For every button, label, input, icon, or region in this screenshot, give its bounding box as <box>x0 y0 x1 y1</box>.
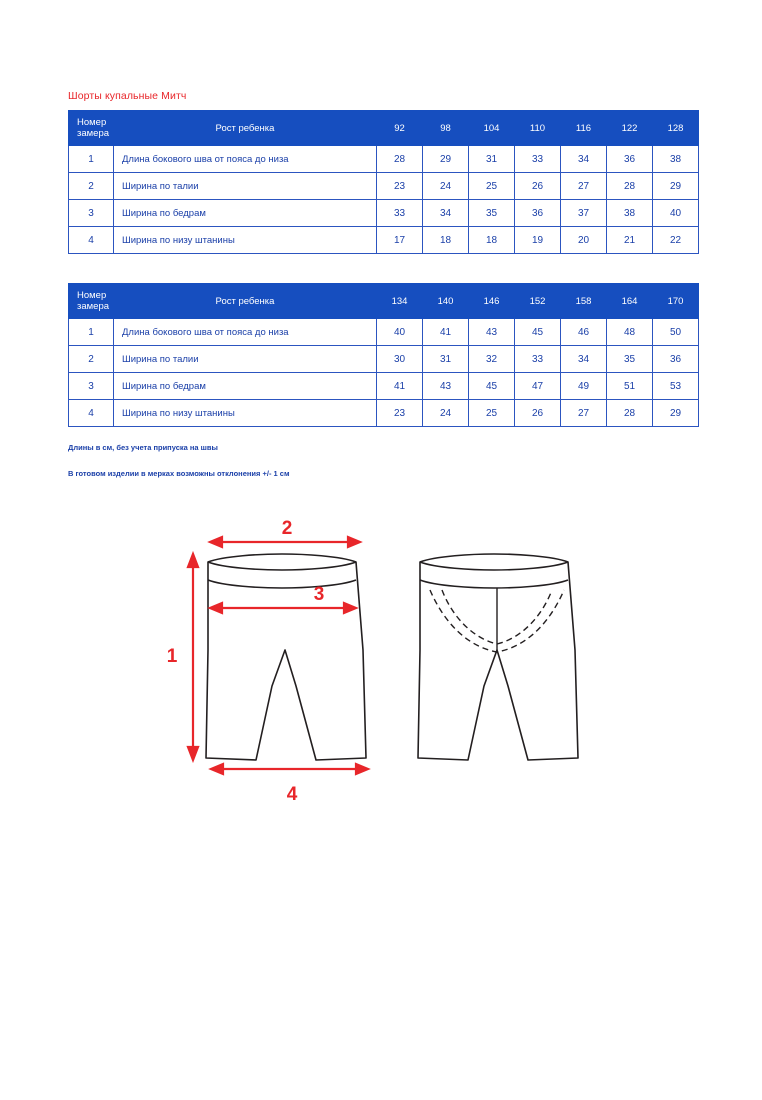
row-value: 17 <box>377 227 423 254</box>
row-value: 48 <box>607 319 653 346</box>
shorts-front-view <box>206 554 366 760</box>
row-value: 33 <box>377 200 423 227</box>
row-description: Ширина по бедрам <box>114 200 377 227</box>
row-value: 18 <box>423 227 469 254</box>
row-value: 47 <box>515 373 561 400</box>
table-row <box>69 173 699 200</box>
row-description: Ширина по талии <box>114 173 377 200</box>
row-value: 28 <box>607 173 653 200</box>
row-value: 43 <box>469 319 515 346</box>
row-value: 27 <box>561 173 607 200</box>
row-value: 26 <box>515 173 561 200</box>
row-value: 25 <box>469 173 515 200</box>
row-value: 36 <box>653 346 699 373</box>
table-row <box>69 200 699 227</box>
header-size: 92 <box>377 111 423 146</box>
header-size: 134 <box>377 284 423 319</box>
row-value: 24 <box>423 400 469 427</box>
header-description: Рост ребенка <box>114 111 377 146</box>
row-value: 49 <box>561 373 607 400</box>
row-value: 18 <box>469 227 515 254</box>
page-title: Шорты купальные Митч <box>68 90 187 102</box>
table-row <box>69 319 699 346</box>
row-value: 38 <box>607 200 653 227</box>
row-index: 2 <box>69 173 114 200</box>
row-index: 3 <box>69 373 114 400</box>
row-value: 29 <box>653 400 699 427</box>
header-size: 152 <box>515 284 561 319</box>
row-value: 32 <box>469 346 515 373</box>
row-value: 33 <box>515 146 561 173</box>
shorts-back-view <box>418 554 578 760</box>
table-row <box>69 227 699 254</box>
row-value: 23 <box>377 400 423 427</box>
row-value: 45 <box>469 373 515 400</box>
row-index: 1 <box>69 146 114 173</box>
header-size: 110 <box>515 111 561 146</box>
header-size: 158 <box>561 284 607 319</box>
measure-label-4: 4 <box>286 784 298 805</box>
row-value: 19 <box>515 227 561 254</box>
row-description: Длина бокового шва от пояса до низа <box>114 319 377 346</box>
header-size: 140 <box>423 284 469 319</box>
row-index: 4 <box>69 227 114 254</box>
table-row <box>69 346 699 373</box>
row-value: 27 <box>561 400 607 427</box>
row-value: 25 <box>469 400 515 427</box>
row-value: 22 <box>653 227 699 254</box>
row-description: Ширина по бедрам <box>114 373 377 400</box>
header-size: 170 <box>653 284 699 319</box>
header-measure-number-line1: Номер <box>77 290 107 301</box>
row-index: 3 <box>69 200 114 227</box>
row-value: 43 <box>423 373 469 400</box>
row-value: 34 <box>561 346 607 373</box>
row-value: 40 <box>377 319 423 346</box>
header-size: 146 <box>469 284 515 319</box>
row-value: 46 <box>561 319 607 346</box>
row-value: 36 <box>515 200 561 227</box>
row-value: 40 <box>653 200 699 227</box>
row-index: 2 <box>69 346 114 373</box>
table-row <box>69 373 699 400</box>
row-value: 28 <box>607 400 653 427</box>
table-row <box>69 146 699 173</box>
header-size: 164 <box>607 284 653 319</box>
measure-label-2: 2 <box>281 518 293 539</box>
row-value: 53 <box>653 373 699 400</box>
row-value: 34 <box>423 200 469 227</box>
header-measure-number <box>69 284 114 319</box>
header-measure-number <box>69 111 114 146</box>
note-tolerance: В готовом изделии в мерках возможны отклонения +/- 1 см <box>68 469 290 478</box>
row-value: 24 <box>423 173 469 200</box>
row-index: 4 <box>69 400 114 427</box>
header-size: 116 <box>561 111 607 146</box>
size-table-large <box>68 283 699 427</box>
row-value: 29 <box>653 173 699 200</box>
row-description: Ширина по низу штанины <box>114 227 377 254</box>
row-value: 34 <box>561 146 607 173</box>
row-index: 1 <box>69 319 114 346</box>
header-size: 98 <box>423 111 469 146</box>
header-size: 122 <box>607 111 653 146</box>
note-measurement-units: Длины в см, без учета припуска на швы <box>68 443 218 452</box>
row-value: 20 <box>561 227 607 254</box>
measurement-arrows <box>188 537 368 774</box>
row-description: Ширина по талии <box>114 346 377 373</box>
row-description: Длина бокового шва от пояса до низа <box>114 146 377 173</box>
row-value: 29 <box>423 146 469 173</box>
row-value: 41 <box>423 319 469 346</box>
header-measure-number-line2: замера <box>77 301 110 312</box>
header-description: Рост ребенка <box>114 284 377 319</box>
row-value: 35 <box>469 200 515 227</box>
row-description: Ширина по низу штанины <box>114 400 377 427</box>
row-value: 36 <box>607 146 653 173</box>
row-value: 21 <box>607 227 653 254</box>
row-value: 28 <box>377 146 423 173</box>
row-value: 41 <box>377 373 423 400</box>
header-measure-number-line1: Номер <box>77 117 107 128</box>
table-header-row <box>69 284 699 319</box>
row-value: 50 <box>653 319 699 346</box>
row-value: 35 <box>607 346 653 373</box>
table-row <box>69 400 699 427</box>
measurement-diagram <box>120 510 660 840</box>
measure-label-1: 1 <box>166 646 178 667</box>
table-header-row <box>69 111 699 146</box>
shorts-technical-drawing <box>120 510 660 840</box>
measure-label-3: 3 <box>313 584 325 605</box>
row-value: 23 <box>377 173 423 200</box>
row-value: 26 <box>515 400 561 427</box>
row-value: 37 <box>561 200 607 227</box>
header-size: 104 <box>469 111 515 146</box>
row-value: 51 <box>607 373 653 400</box>
row-value: 31 <box>423 346 469 373</box>
header-measure-number-line2: замера <box>77 128 110 139</box>
row-value: 31 <box>469 146 515 173</box>
row-value: 33 <box>515 346 561 373</box>
row-value: 30 <box>377 346 423 373</box>
row-value: 38 <box>653 146 699 173</box>
size-table-small <box>68 110 699 254</box>
row-value: 45 <box>515 319 561 346</box>
header-size: 128 <box>653 111 699 146</box>
